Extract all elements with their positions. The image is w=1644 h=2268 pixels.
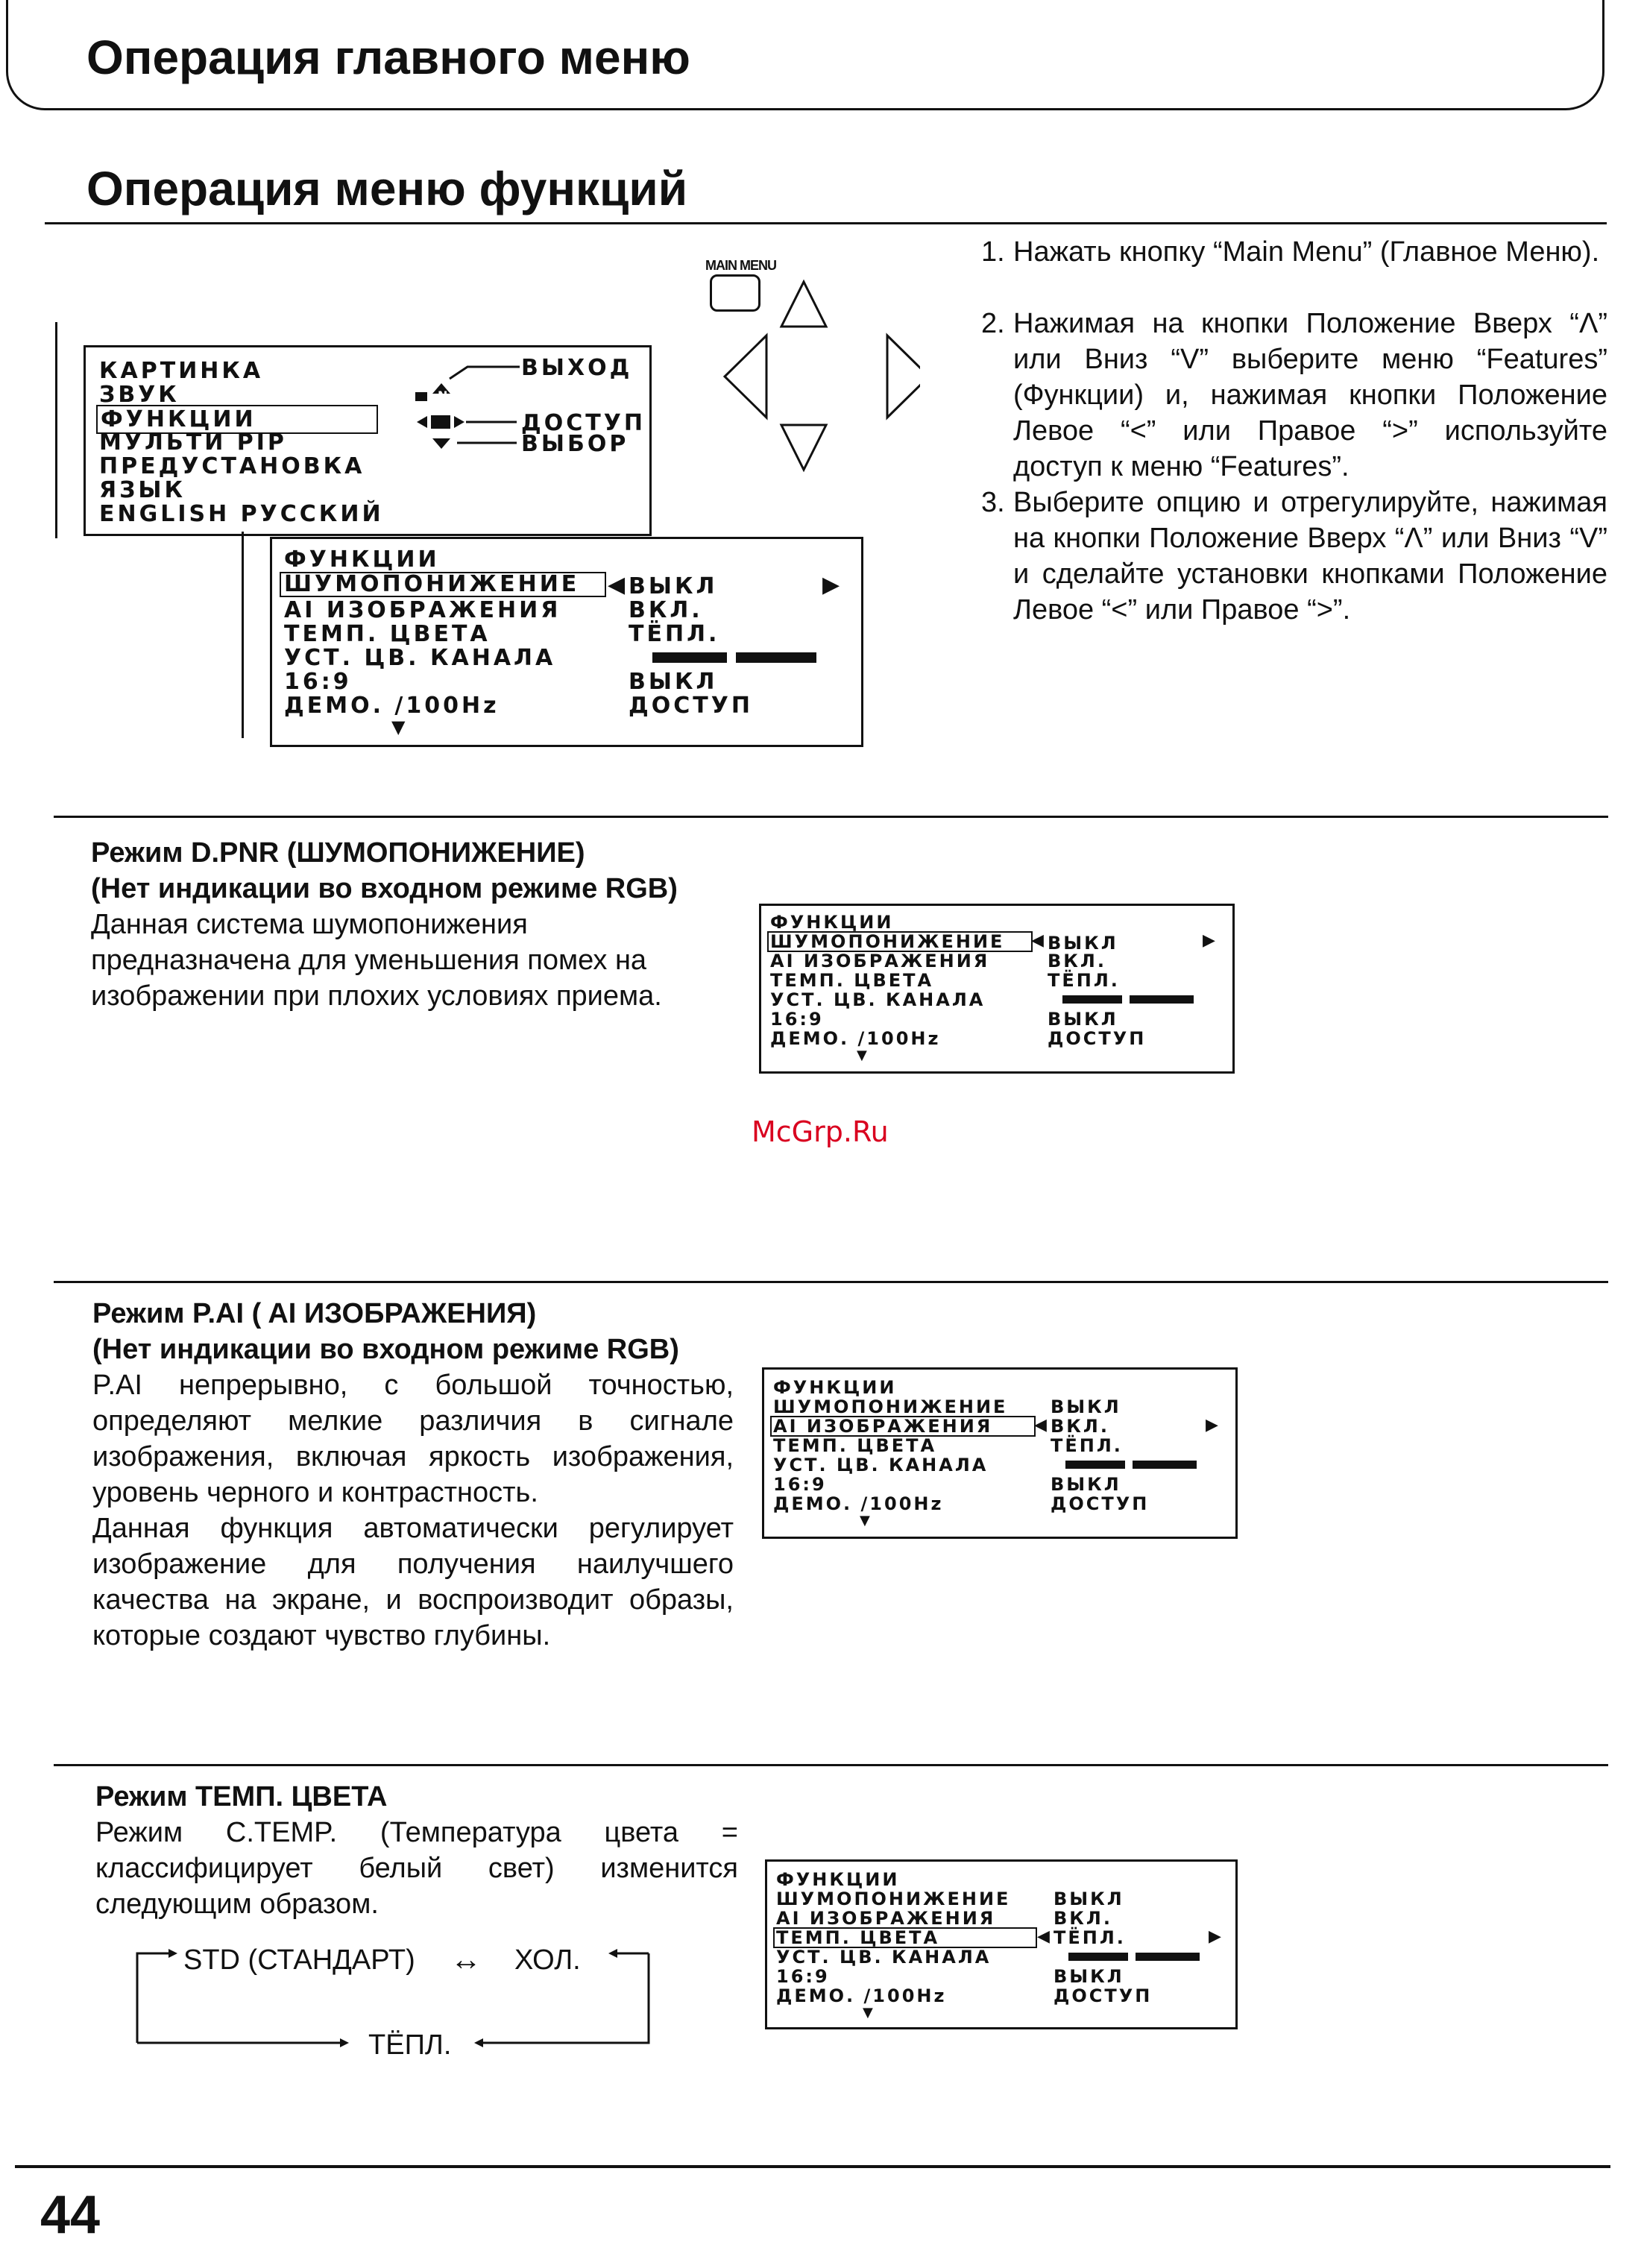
osd4-left-arrow-icon: ◀	[1037, 1927, 1053, 1946]
menu-item-english-russian: ENGLISH РУССКИЙ	[99, 501, 384, 527]
osd4-bar-1	[1068, 1953, 1128, 1961]
left-key-icon[interactable]	[725, 336, 766, 418]
osd3-down-arrow-icon: ▼	[860, 1513, 873, 1528]
legend-exit: ВЫХОД	[521, 355, 633, 381]
osd2-row-169: 16:9	[770, 1009, 824, 1030]
pai-heading: Режим P.AI ( AI ИЗОБРАЖЕНИЯ)	[92, 1298, 537, 1329]
main-menu-osd	[84, 345, 652, 536]
osd3-left-arrow-icon: ◀	[1034, 1416, 1050, 1434]
osd3-right-arrow-icon: ▶	[1206, 1416, 1221, 1434]
osd2-row-ai: AI ИЗОБРАЖЕНИЯ	[770, 951, 990, 971]
pai-text-2: Данная функция автоматически регулирует изображение для получения наилучшего качества на экране, и воспроизводит образы, которые создают чувство глубины.	[92, 1513, 734, 1651]
osd3-row-noise: ШУМОПОНИЖЕНИЕ	[773, 1396, 1008, 1417]
step-2-text: Нажимая на кнопки Положение Вверх “Λ” или Вниз “V” выберите меню “Features” (Функции) и, нажимая кнопки Положение Левое “<” или Правое “>” используйте доступ к меню “Features”.	[1013, 308, 1607, 482]
cycle-warm: ТЁПЛ.	[368, 2029, 452, 2061]
osd2-row-noise-selected: ШУМОПОНИЖЕНИЕ	[767, 931, 1033, 952]
osd2-value-demo: ДОСТУП	[1048, 1028, 1147, 1049]
osd2-title: ФУНКЦИИ	[770, 912, 894, 933]
osd3-bar-2	[1133, 1461, 1197, 1469]
osd-row-color-channel: УСТ. ЦВ. КАНАЛА	[284, 645, 556, 671]
divider-1	[54, 816, 1608, 818]
footer-rule	[15, 2165, 1610, 2168]
osd4-title: ФУНКЦИИ	[776, 1869, 900, 1890]
osd-channel-bar-1	[652, 652, 727, 663]
osd-title: ФУНКЦИИ	[284, 546, 440, 573]
down-key-icon[interactable]	[781, 425, 826, 470]
divider-3	[54, 1764, 1608, 1766]
osd4-row-channel: УСТ. ЦВ. КАНАЛА	[776, 1947, 992, 1968]
osd4-row-169: 16:9	[776, 1966, 830, 1987]
menu-item-preset: ПРЕДУСТАНОВКА	[99, 453, 365, 479]
step-1-text: Нажать кнопку “Main Menu” (Главное Меню).	[1013, 236, 1600, 268]
osd4-row-temp-selected: ТЕМП. ЦВЕТА	[773, 1927, 1037, 1948]
section-rule	[45, 222, 1607, 224]
right-key-icon[interactable]	[887, 336, 920, 418]
osd4-value-noise: ВЫКЛ	[1054, 1889, 1124, 1909]
menu-item-features-selected: ФУНКЦИИ	[96, 405, 378, 434]
osd-down-arrow-icon: ▼	[391, 716, 409, 737]
osd2-right-arrow-icon: ▶	[1203, 931, 1218, 950]
osd3-row-demo: ДЕМО. /100Hz	[773, 1493, 944, 1514]
osd-value-169: ВЫКЛ	[629, 669, 718, 695]
pai-subheading: (Нет индикации во входном режиме RGB)	[92, 1334, 679, 1365]
osd-row-ai: AI ИЗОБРАЖЕНИЯ	[284, 597, 561, 623]
osd3-value-temp: ТЁПЛ.	[1051, 1435, 1123, 1456]
cycle-cool: ХОЛ.	[514, 1944, 581, 1976]
osd3-value-demo: ДОСТУП	[1051, 1493, 1150, 1514]
osd3-value-169: ВЫКЛ	[1051, 1474, 1121, 1495]
osd4-row-ai: AI ИЗОБРАЖЕНИЯ	[776, 1908, 996, 1929]
osd4-bar-2	[1136, 1953, 1200, 1961]
osd2-value-noise: ВЫКЛ	[1048, 933, 1118, 954]
margin-bar	[55, 322, 57, 538]
osd-row-color-temp: ТЕМП. ЦВЕТА	[284, 621, 491, 647]
osd4-down-arrow-icon: ▼	[863, 2005, 876, 2020]
legend-select: ВЫБОР	[521, 431, 629, 457]
osd2-value-ai: ВКЛ.	[1048, 951, 1106, 971]
osd2-row-channel: УСТ. ЦВ. КАНАЛА	[770, 989, 986, 1010]
osd3-row-temp: ТЕМП. ЦВЕТА	[773, 1435, 937, 1456]
connector-bar	[242, 532, 244, 738]
osd2-left-arrow-icon: ◀	[1031, 931, 1047, 950]
center-key-label: N	[438, 388, 451, 403]
osd-row-noise-reduction-selected: ШУМОПОНИЖЕНИЕ	[280, 572, 606, 597]
osd-channel-bar-2	[736, 652, 816, 663]
osd3-bar-1	[1065, 1461, 1125, 1469]
menu-item-language: ЯЗЫК	[99, 477, 186, 503]
features-osd-dpnr	[759, 904, 1235, 1074]
dpnr-subheading: (Нет индикации во входном режиме RGB)	[91, 873, 678, 904]
direction-keys	[719, 276, 920, 477]
osd-value-temp: ТЁПЛ.	[629, 621, 720, 647]
osd4-right-arrow-icon: ▶	[1209, 1927, 1224, 1946]
step-2-number: 2.	[981, 308, 1005, 339]
dpnr-heading: Режим D.PNR (ШУМОПОНИЖЕНИЕ)	[91, 837, 585, 869]
ctemp-heading: Режим ТЕМП. ЦВЕТА	[95, 1781, 388, 1812]
divider-2	[54, 1281, 1608, 1283]
features-osd-pai	[762, 1367, 1238, 1539]
osd4-value-temp: ТЁПЛ.	[1054, 1927, 1126, 1948]
cycle-double-arrow-icon: ↔	[450, 1941, 482, 1976]
step-3-number: 3.	[981, 487, 1005, 518]
watermark: McGrp.Ru	[752, 1115, 889, 1148]
osd-value-noise: ВЫКЛ	[629, 573, 718, 599]
main-menu-key-label: MAIN MENU	[705, 258, 776, 273]
section-title: Операция меню функций	[86, 162, 688, 215]
osd3-row-ai-selected: AI ИЗОБРАЖЕНИЯ	[770, 1416, 1036, 1437]
osd3-value-ai: ВКЛ.	[1051, 1416, 1109, 1437]
osd-value-demo: ДОСТУП	[629, 693, 753, 719]
page-number: 44	[40, 2185, 101, 2245]
menu-item-multi-pip: МУЛЬТИ PIP	[99, 429, 287, 456]
osd3-title: ФУНКЦИИ	[773, 1377, 897, 1398]
cycle-std: STD (СТАНДАРТ)	[183, 1944, 415, 1976]
osd-left-arrow-icon: ◀	[608, 572, 629, 598]
osd-value-ai: ВКЛ.	[629, 597, 703, 623]
osd2-value-169: ВЫКЛ	[1048, 1009, 1118, 1030]
dpnr-text: Данная система шумопонижения предназначена для уменьшения помех на изображении при плохих условиях приема.	[91, 909, 662, 1012]
osd-right-arrow-icon: ▶	[822, 572, 843, 598]
osd4-value-ai: ВКЛ.	[1054, 1908, 1112, 1929]
osd4-row-demo: ДЕМО. /100Hz	[776, 1985, 947, 2006]
osd-row-demo: ДЕМО. /100Hz	[284, 693, 500, 719]
osd3-row-channel: УСТ. ЦВ. КАНАЛА	[773, 1455, 989, 1475]
page-title: Операция главного меню	[86, 31, 690, 84]
osd2-bar-1	[1062, 995, 1122, 1004]
menu-item-picture: КАРТИНКА	[99, 358, 264, 384]
features-osd-ctemp	[765, 1859, 1238, 2029]
osd2-row-demo: ДЕМО. /100Hz	[770, 1028, 941, 1049]
step-3-text: Выберите опцию и отрегулируйте, нажимая на кнопки Положение Вверх “Λ” или Вниз “V” и сделайте установки кнопками Положение Левое “<” или Правое “>”.	[1013, 487, 1607, 626]
legend-access: ДОСТУП	[521, 410, 646, 436]
step-1	[981, 234, 1607, 306]
up-key-icon[interactable]	[781, 282, 826, 327]
osd2-value-temp: ТЁПЛ.	[1048, 970, 1120, 991]
osd2-down-arrow-icon: ▼	[857, 1048, 870, 1063]
features-menu-osd	[270, 537, 863, 747]
osd4-row-noise: ШУМОПОНИЖЕНИЕ	[776, 1889, 1011, 1909]
osd3-row-169: 16:9	[773, 1474, 827, 1495]
osd2-bar-2	[1130, 995, 1194, 1004]
step-2	[981, 306, 1607, 485]
pai-text-1: P.AI непрерывно, с большой точностью, определяют мелкие различия в сигнале изображения, включая яркость изображения, уровень черного и контрастность.	[92, 1370, 734, 1508]
osd2-row-temp: ТЕМП. ЦВЕТА	[770, 970, 934, 991]
osd-row-169: 16:9	[284, 669, 352, 695]
ctemp-text: Режим С.TEMP. (Температура цвета = классифицирует белый свет) изменится следующим образом.	[95, 1817, 738, 1920]
osd4-value-169: ВЫКЛ	[1054, 1966, 1124, 1987]
step-3	[981, 485, 1607, 664]
step-1-number: 1.	[981, 236, 1005, 268]
menu-item-sound: ЗВУК	[99, 382, 180, 408]
osd3-value-noise: ВЫКЛ	[1051, 1396, 1121, 1417]
osd4-value-demo: ДОСТУП	[1054, 1985, 1153, 2006]
